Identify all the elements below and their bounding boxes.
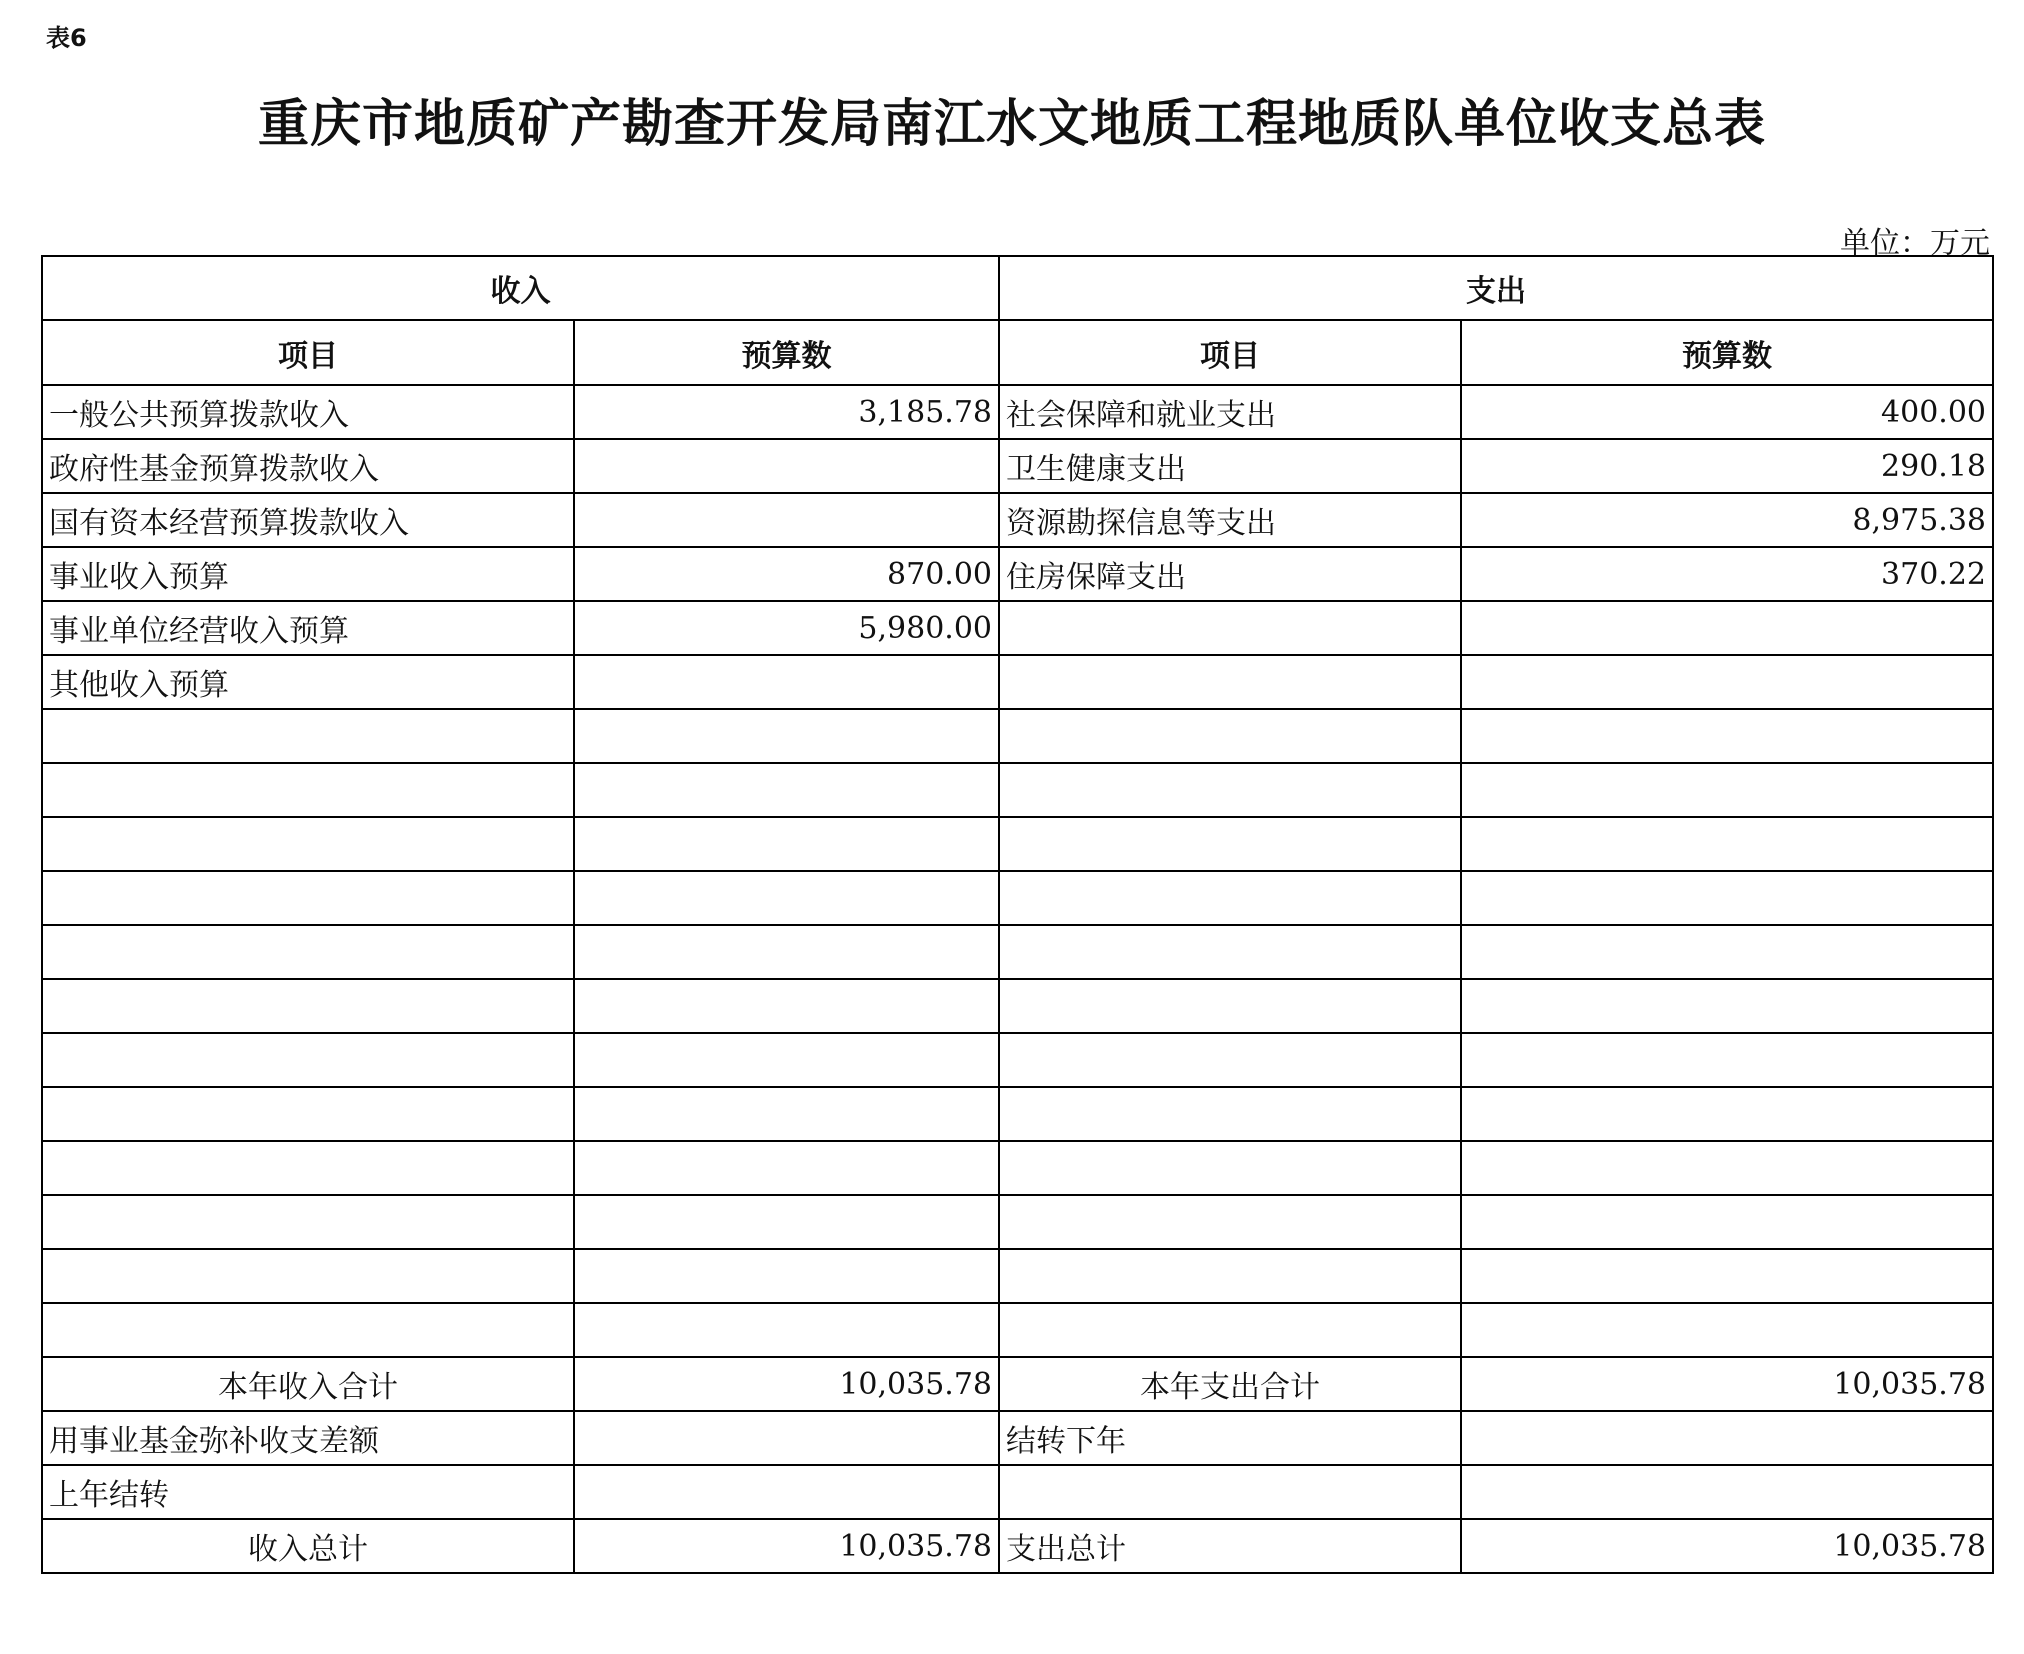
income-item-cell: 事业单位经营收入预算 <box>42 601 574 655</box>
expense-amount-cell <box>1461 1033 1993 1087</box>
expense-item-cell <box>999 871 1461 925</box>
expense-amount-cell <box>1461 1141 1993 1195</box>
expense-item-cell <box>999 979 1461 1033</box>
income-item-cell <box>42 1033 574 1087</box>
expense-item-cell <box>999 709 1461 763</box>
expense-item-cell <box>999 817 1461 871</box>
income-year-total-label: 本年收入合计 <box>42 1357 574 1411</box>
income-amount-cell <box>574 763 999 817</box>
income-budget-header: 预算数 <box>574 320 999 385</box>
expense-amount-cell <box>1461 817 1993 871</box>
table-row <box>42 709 1993 763</box>
income-amount-cell <box>574 979 999 1033</box>
income-header: 收入 <box>42 256 999 320</box>
expense-item-cell <box>999 1465 1461 1519</box>
table-row <box>42 1249 1993 1303</box>
income-item-cell: 上年结转 <box>42 1465 574 1519</box>
table-row <box>42 1303 1993 1357</box>
expense-amount-cell <box>1461 871 1993 925</box>
expense-amount-cell <box>1461 1303 1993 1357</box>
expense-item-cell: 社会保障和就业支出 <box>999 385 1461 439</box>
grand-total-row <box>42 1519 1993 1573</box>
table-row <box>42 1465 1993 1519</box>
income-amount-cell <box>574 1033 999 1087</box>
expense-amount-cell <box>1461 979 1993 1033</box>
income-item-cell: 用事业基金弥补收支差额 <box>42 1411 574 1465</box>
table-row <box>42 1033 1993 1087</box>
income-item-cell <box>42 1195 574 1249</box>
table-header-row <box>42 256 1993 320</box>
income-item-cell: 其他收入预算 <box>42 655 574 709</box>
income-amount-cell <box>574 1087 999 1141</box>
expense-item-cell: 结转下年 <box>999 1411 1461 1465</box>
expense-grand-total-amount: 10,035.78 <box>1461 1519 1993 1573</box>
expense-amount-cell <box>1461 1249 1993 1303</box>
income-amount-cell: 3,185.78 <box>574 385 999 439</box>
expense-amount-cell <box>1461 709 1993 763</box>
table-row <box>42 547 1993 601</box>
table-row <box>42 601 1993 655</box>
income-amount-cell <box>574 817 999 871</box>
expense-item-cell <box>999 1033 1461 1087</box>
income-amount-cell <box>574 1249 999 1303</box>
expense-item-cell <box>999 1195 1461 1249</box>
income-item-header: 项目 <box>42 320 574 385</box>
expense-item-cell <box>999 1087 1461 1141</box>
table-row <box>42 1411 1993 1465</box>
income-amount-cell <box>574 871 999 925</box>
expense-amount-cell <box>1461 655 1993 709</box>
expense-item-cell <box>999 925 1461 979</box>
year-total-row <box>42 1357 1993 1411</box>
expense-item-header: 项目 <box>999 320 1461 385</box>
expense-header: 支出 <box>999 256 1993 320</box>
income-item-cell <box>42 1249 574 1303</box>
table-row <box>42 439 1993 493</box>
income-amount-cell <box>574 925 999 979</box>
expense-item-cell: 资源勘探信息等支出 <box>999 493 1461 547</box>
expense-amount-cell: 290.18 <box>1461 439 1993 493</box>
table-row <box>42 925 1993 979</box>
income-item-cell <box>42 763 574 817</box>
income-grand-total-amount: 10,035.78 <box>574 1519 999 1573</box>
expense-item-cell: 卫生健康支出 <box>999 439 1461 493</box>
table-row <box>42 655 1993 709</box>
income-amount-cell <box>574 439 999 493</box>
unit-label: 单位：万元 <box>1840 226 1990 261</box>
expense-item-cell <box>999 1303 1461 1357</box>
expense-amount-cell <box>1461 925 1993 979</box>
income-amount-cell <box>574 1195 999 1249</box>
income-amount-cell <box>574 1411 999 1465</box>
income-amount-cell: 5,980.00 <box>574 601 999 655</box>
income-grand-total-label: 收入总计 <box>42 1519 574 1573</box>
income-item-cell <box>42 871 574 925</box>
income-item-cell <box>42 925 574 979</box>
expense-budget-header: 预算数 <box>1461 320 1993 385</box>
expense-item-cell <box>999 601 1461 655</box>
table-subheader-row <box>42 320 1993 385</box>
income-item-cell <box>42 1141 574 1195</box>
income-item-cell: 政府性基金预算拨款收入 <box>42 439 574 493</box>
expense-amount-cell: 8,975.38 <box>1461 493 1993 547</box>
expense-item-cell <box>999 1249 1461 1303</box>
expense-amount-cell <box>1461 763 1993 817</box>
table-row <box>42 763 1993 817</box>
income-item-cell <box>42 817 574 871</box>
income-amount-cell <box>574 1465 999 1519</box>
table-row <box>42 871 1993 925</box>
income-amount-cell <box>574 1303 999 1357</box>
expense-amount-cell <box>1461 601 1993 655</box>
expense-year-total-amount: 10,035.78 <box>1461 1357 1993 1411</box>
expense-amount-cell: 400.00 <box>1461 385 1993 439</box>
expense-grand-total-label: 支出总计 <box>999 1519 1461 1573</box>
expense-amount-cell <box>1461 1195 1993 1249</box>
table-row <box>42 1087 1993 1141</box>
expense-item-cell <box>999 763 1461 817</box>
table-row <box>42 979 1993 1033</box>
table-row <box>42 493 1993 547</box>
income-item-cell <box>42 1303 574 1357</box>
expense-amount-cell <box>1461 1465 1993 1519</box>
income-amount-cell <box>574 709 999 763</box>
page-title: 重庆市地质矿产勘查开发局南江水文地质工程地质队单位收支总表 <box>257 95 1766 154</box>
income-item-cell: 事业收入预算 <box>42 547 574 601</box>
table-row <box>42 385 1993 439</box>
expense-amount-cell <box>1461 1411 1993 1465</box>
income-item-cell: 国有资本经营预算拨款收入 <box>42 493 574 547</box>
expense-amount-cell <box>1461 1087 1993 1141</box>
expense-item-cell <box>999 655 1461 709</box>
table-row <box>42 817 1993 871</box>
expense-year-total-label: 本年支出合计 <box>999 1357 1461 1411</box>
income-item-cell <box>42 1087 574 1141</box>
income-item-cell: 一般公共预算拨款收入 <box>42 385 574 439</box>
expense-item-cell <box>999 1141 1461 1195</box>
budget-summary-table <box>41 255 1994 1574</box>
expense-amount-cell: 370.22 <box>1461 547 1993 601</box>
income-item-cell <box>42 979 574 1033</box>
income-amount-cell <box>574 493 999 547</box>
income-amount-cell: 870.00 <box>574 547 999 601</box>
table-number: 表6 <box>46 24 87 52</box>
income-amount-cell <box>574 1141 999 1195</box>
table-row <box>42 1195 1993 1249</box>
table-row <box>42 1141 1993 1195</box>
expense-item-cell: 住房保障支出 <box>999 547 1461 601</box>
income-item-cell <box>42 709 574 763</box>
income-year-total-amount: 10,035.78 <box>574 1357 999 1411</box>
income-amount-cell <box>574 655 999 709</box>
